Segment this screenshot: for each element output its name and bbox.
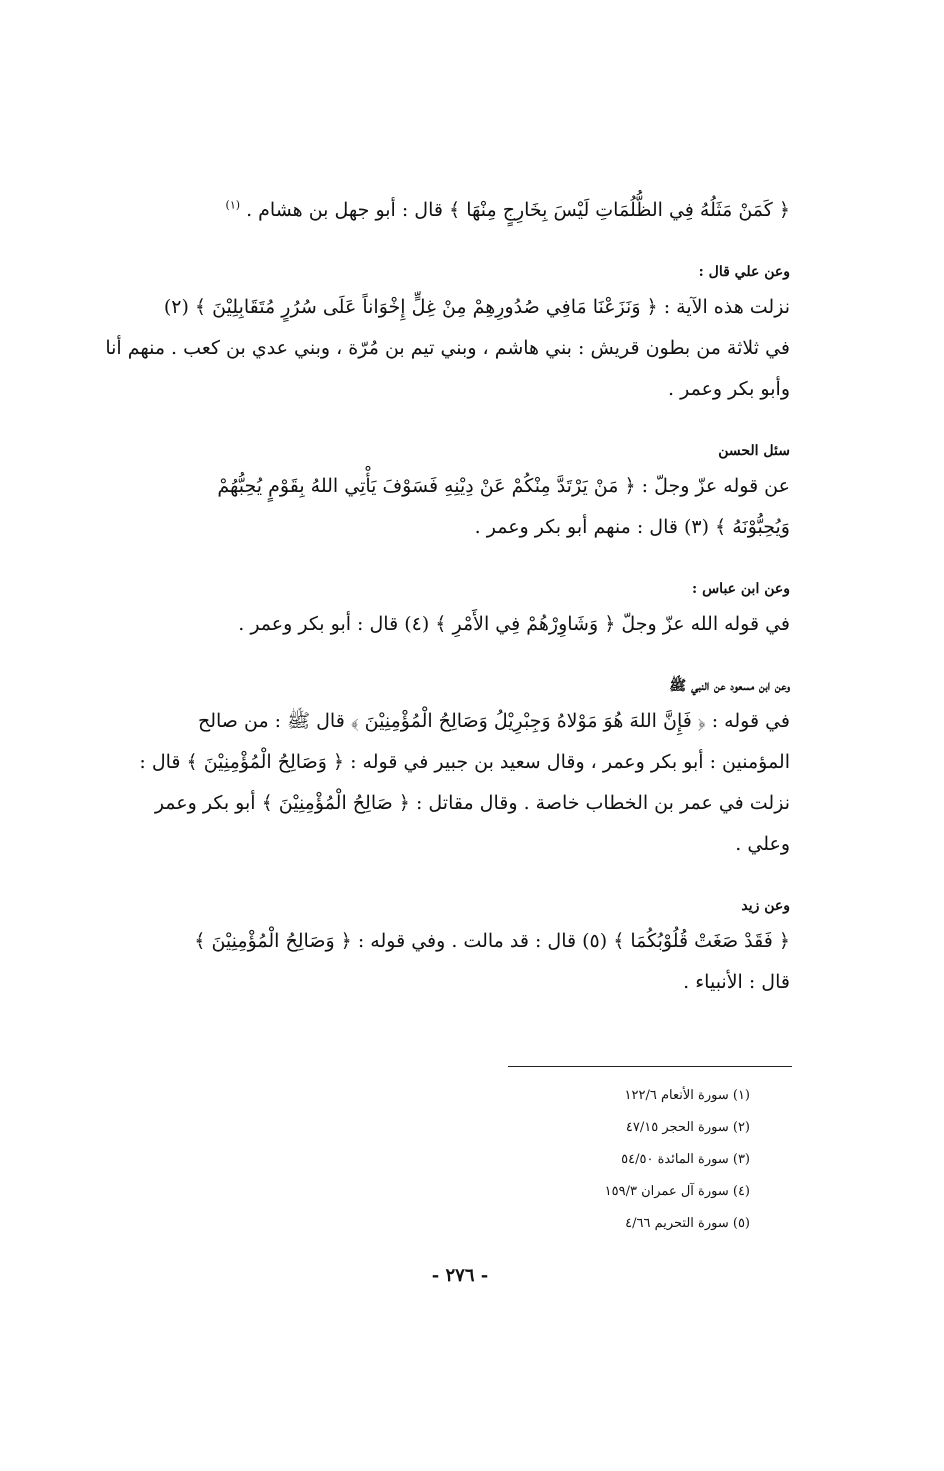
- section-heading-ibn-abbas: وعن ابن عباس :: [692, 581, 790, 597]
- section-ibn-abbas-line: في قوله الله عزّ وجلّ ﴿ وَشَاوِرْهُمْ فِي الأَمْرِ ﴾ (٤) قال : أبو بكر وعمر .: [238, 613, 790, 635]
- page-number: - ٢٧٦ -: [431, 1265, 489, 1286]
- section-heading-hasan: سئل الحسن: [718, 443, 790, 459]
- page-body: [100, 190, 790, 1003]
- footnote-item: (١) سورة الأنعام ١٢٢/٦: [624, 1088, 750, 1103]
- section-ibn-masud-line: المؤمنين : أبو بكر وعمر ، وقال سعيد بن جبير في قوله : ﴿ وَصَالِحُ الْمُؤْمِنِيْنَ ﴾ قال :: [139, 751, 790, 773]
- section-heading-ali: وعن علي قال :: [698, 264, 790, 280]
- opening-footnote-ref: (١): [225, 198, 241, 212]
- section-ali-line: نزلت هذه الآية : ﴿ وَنَزَعْنَا مَافِي صُدُورِهِمْ مِنْ غِلٍّ إِخْوَاناً عَلَى سُرُرٍ مُتَقَابِلِيْنَ ﴾ (٢): [163, 296, 790, 318]
- section-ibn-masud-line: في قوله : ﴿ فَإِنَّ اللهَ هُوَ مَوْلاهُ وَجِبْرِيْلُ وَصَالِحُ الْمُؤْمِنِيْنَ ﴾ قال ﷺ : من صالح: [197, 710, 790, 732]
- footnotes: [500, 1080, 750, 1240]
- section-hasan-line: وَيُحِبُّوْنَهُ ﴾ (٣) قال : منهم أبو بكر وعمر .: [474, 516, 790, 538]
- section-ibn-masud-line: وعلي .: [735, 833, 790, 855]
- section-ali-line: في ثلاثة من بطون قريش : بني هاشم ، وبني تيم بن مُرّة ، وبني عدي بن كعب . منهم أنا: [105, 337, 790, 359]
- section-zayd-line: قال : الأنبياء .: [683, 971, 790, 993]
- footnote-item: (٤) سورة آل عمران ١٥٩/٣: [604, 1184, 750, 1199]
- footnote-item: (٥) سورة التحريم ٤/٦٦: [625, 1216, 750, 1231]
- section-hasan-line: عن قوله عزّ وجلّ : ﴿ مَنْ يَرْتَدَّ مِنْكُمْ عَنْ دِيْنِهِ فَسَوْفَ يَأْتِي اللهُ بِقَوْمٍ يُحِبُّهُمْ: [217, 475, 790, 497]
- opening-line: [100, 190, 790, 231]
- section-ali-line: وأبو بكر وعمر .: [668, 378, 790, 400]
- opening-line-text: ﴿ كَمَنْ مَثَلُهُ فِي الظُّلُمَاتِ لَيْسَ بِخَارِجٍ مِنْهَا ﴾ قال : أبو جهل بن هشام .: [246, 199, 790, 221]
- section-heading-zayd: وعن زيد: [741, 898, 790, 914]
- section-ibn-masud-line: نزلت في عمر بن الخطاب خاصة . وقال مقاتل : ﴿ صَالِحُ الْمُؤْمِنِيْنَ ﴾ أبو بكر وعمر: [154, 792, 790, 814]
- footnote-divider: [508, 1066, 792, 1067]
- section-heading-ibn-masud: وعن ابن مسعود عن النبي ﷺ: [669, 678, 790, 694]
- footnote-item: (٢) سورة الحجر ٤٧/١٥: [625, 1120, 750, 1135]
- section-zayd-line: ﴿ فَقَدْ صَغَتْ قُلُوْبُكُمَا ﴾ (٥) قال : قد مالت . وفي قوله : ﴿ وَصَالِحُ الْمُؤْمِنِيْنَ ﴾: [194, 930, 790, 952]
- footnote-item: (٣) سورة المائدة ٥٤/٥٠: [621, 1152, 750, 1167]
